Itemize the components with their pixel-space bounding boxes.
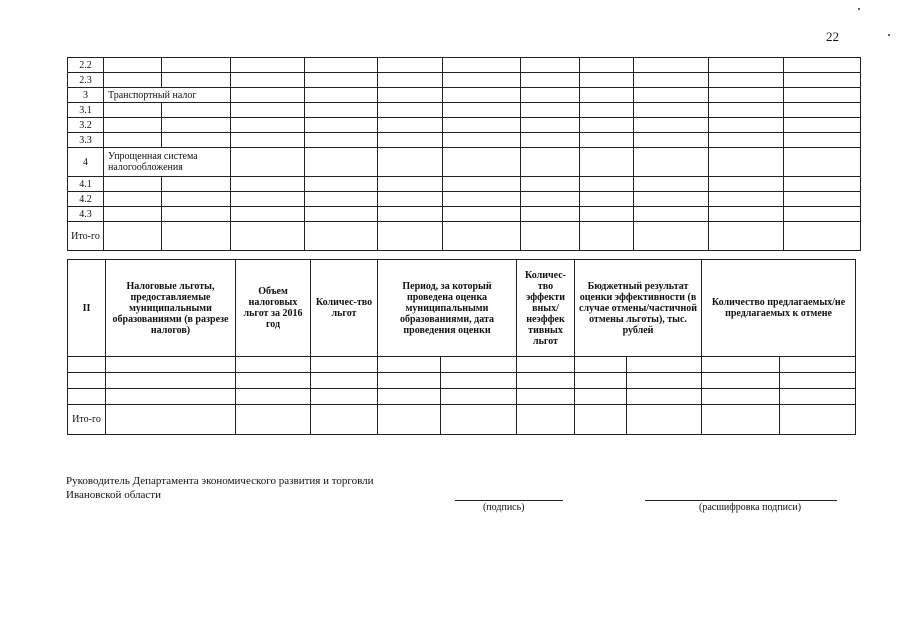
- signatory-title: [66, 474, 374, 502]
- row-name: Транспортный налог: [104, 88, 231, 103]
- row-name: [104, 58, 162, 73]
- header-period: Период, за который проведена оценка муниципальными образованиями, дата проведения оценки: [378, 260, 517, 357]
- row-name: [104, 118, 162, 133]
- table-row: [68, 389, 856, 405]
- row-number: Ито-го: [68, 222, 104, 251]
- row-number: 4: [68, 148, 104, 177]
- row-number: 3.3: [68, 133, 104, 148]
- row-number: 4.3: [68, 207, 104, 222]
- scan-speck: [858, 8, 860, 10]
- table-total-row: [68, 222, 861, 251]
- signature-decode-line: [645, 500, 837, 501]
- table-row: [68, 192, 861, 207]
- row-name: [104, 73, 162, 88]
- table-row: [68, 88, 861, 103]
- row-number: 3: [68, 88, 104, 103]
- page-number: 22: [826, 29, 839, 44]
- header-count: Количес-тво льгот: [311, 260, 378, 357]
- row-number: 3.1: [68, 103, 104, 118]
- header-budget-result: Бюджетный результат оценки эффективности (в случае отмены/частичной отмены льготы), тыс. рублей: [575, 260, 702, 357]
- benefits-table-part2: [67, 259, 856, 435]
- row-name: [104, 133, 162, 148]
- header-proposed-count: Количество предлагаемых/не предлагаемых к отмене: [702, 260, 856, 357]
- table-total-row: [68, 405, 856, 435]
- row-number: 2.2: [68, 58, 104, 73]
- table-row: [68, 177, 861, 192]
- row-number: 3.2: [68, 118, 104, 133]
- signature-caption: (подпись): [483, 502, 525, 513]
- header-effective-count: Количес-тво эффекти вных/ неэффек тивных льгот: [517, 260, 575, 357]
- table-row: [68, 118, 861, 133]
- signatory-line-2: Ивановской области: [66, 489, 161, 501]
- table-row: [68, 207, 861, 222]
- benefits-table-part1: [67, 57, 861, 251]
- table-row: [68, 357, 856, 373]
- row-name: [104, 207, 162, 222]
- row-name: [104, 222, 162, 251]
- signature-decode-caption: (расшифровка подписи): [699, 502, 802, 513]
- row-number: 4.1: [68, 177, 104, 192]
- table-row: [68, 373, 856, 389]
- row-number: 4.2: [68, 192, 104, 207]
- table-header-row: [68, 260, 856, 357]
- signatory-line-1: Руководитель Департамента экономического развития и торговли: [66, 475, 374, 487]
- table-row: [68, 58, 861, 73]
- row-name: [104, 103, 162, 118]
- table-row: [68, 133, 861, 148]
- row-name: [104, 177, 162, 192]
- table-row: [68, 73, 861, 88]
- total-label: Ито-го: [68, 405, 106, 435]
- table-row: [68, 103, 861, 118]
- row-name: [104, 192, 162, 207]
- table-row: [68, 148, 861, 177]
- row-number: 2.3: [68, 73, 104, 88]
- header-volume: Объем налоговых льгот за 2016 год: [236, 260, 311, 357]
- signature-line: [455, 500, 563, 501]
- scan-speck: [888, 34, 890, 36]
- header-benefits: Налоговые льготы, предоставляемые муниципальными образованиями (в разрезе налогов): [106, 260, 236, 357]
- section-number: II: [68, 260, 106, 357]
- row-name: Упрощенная система налогообложения: [104, 148, 231, 177]
